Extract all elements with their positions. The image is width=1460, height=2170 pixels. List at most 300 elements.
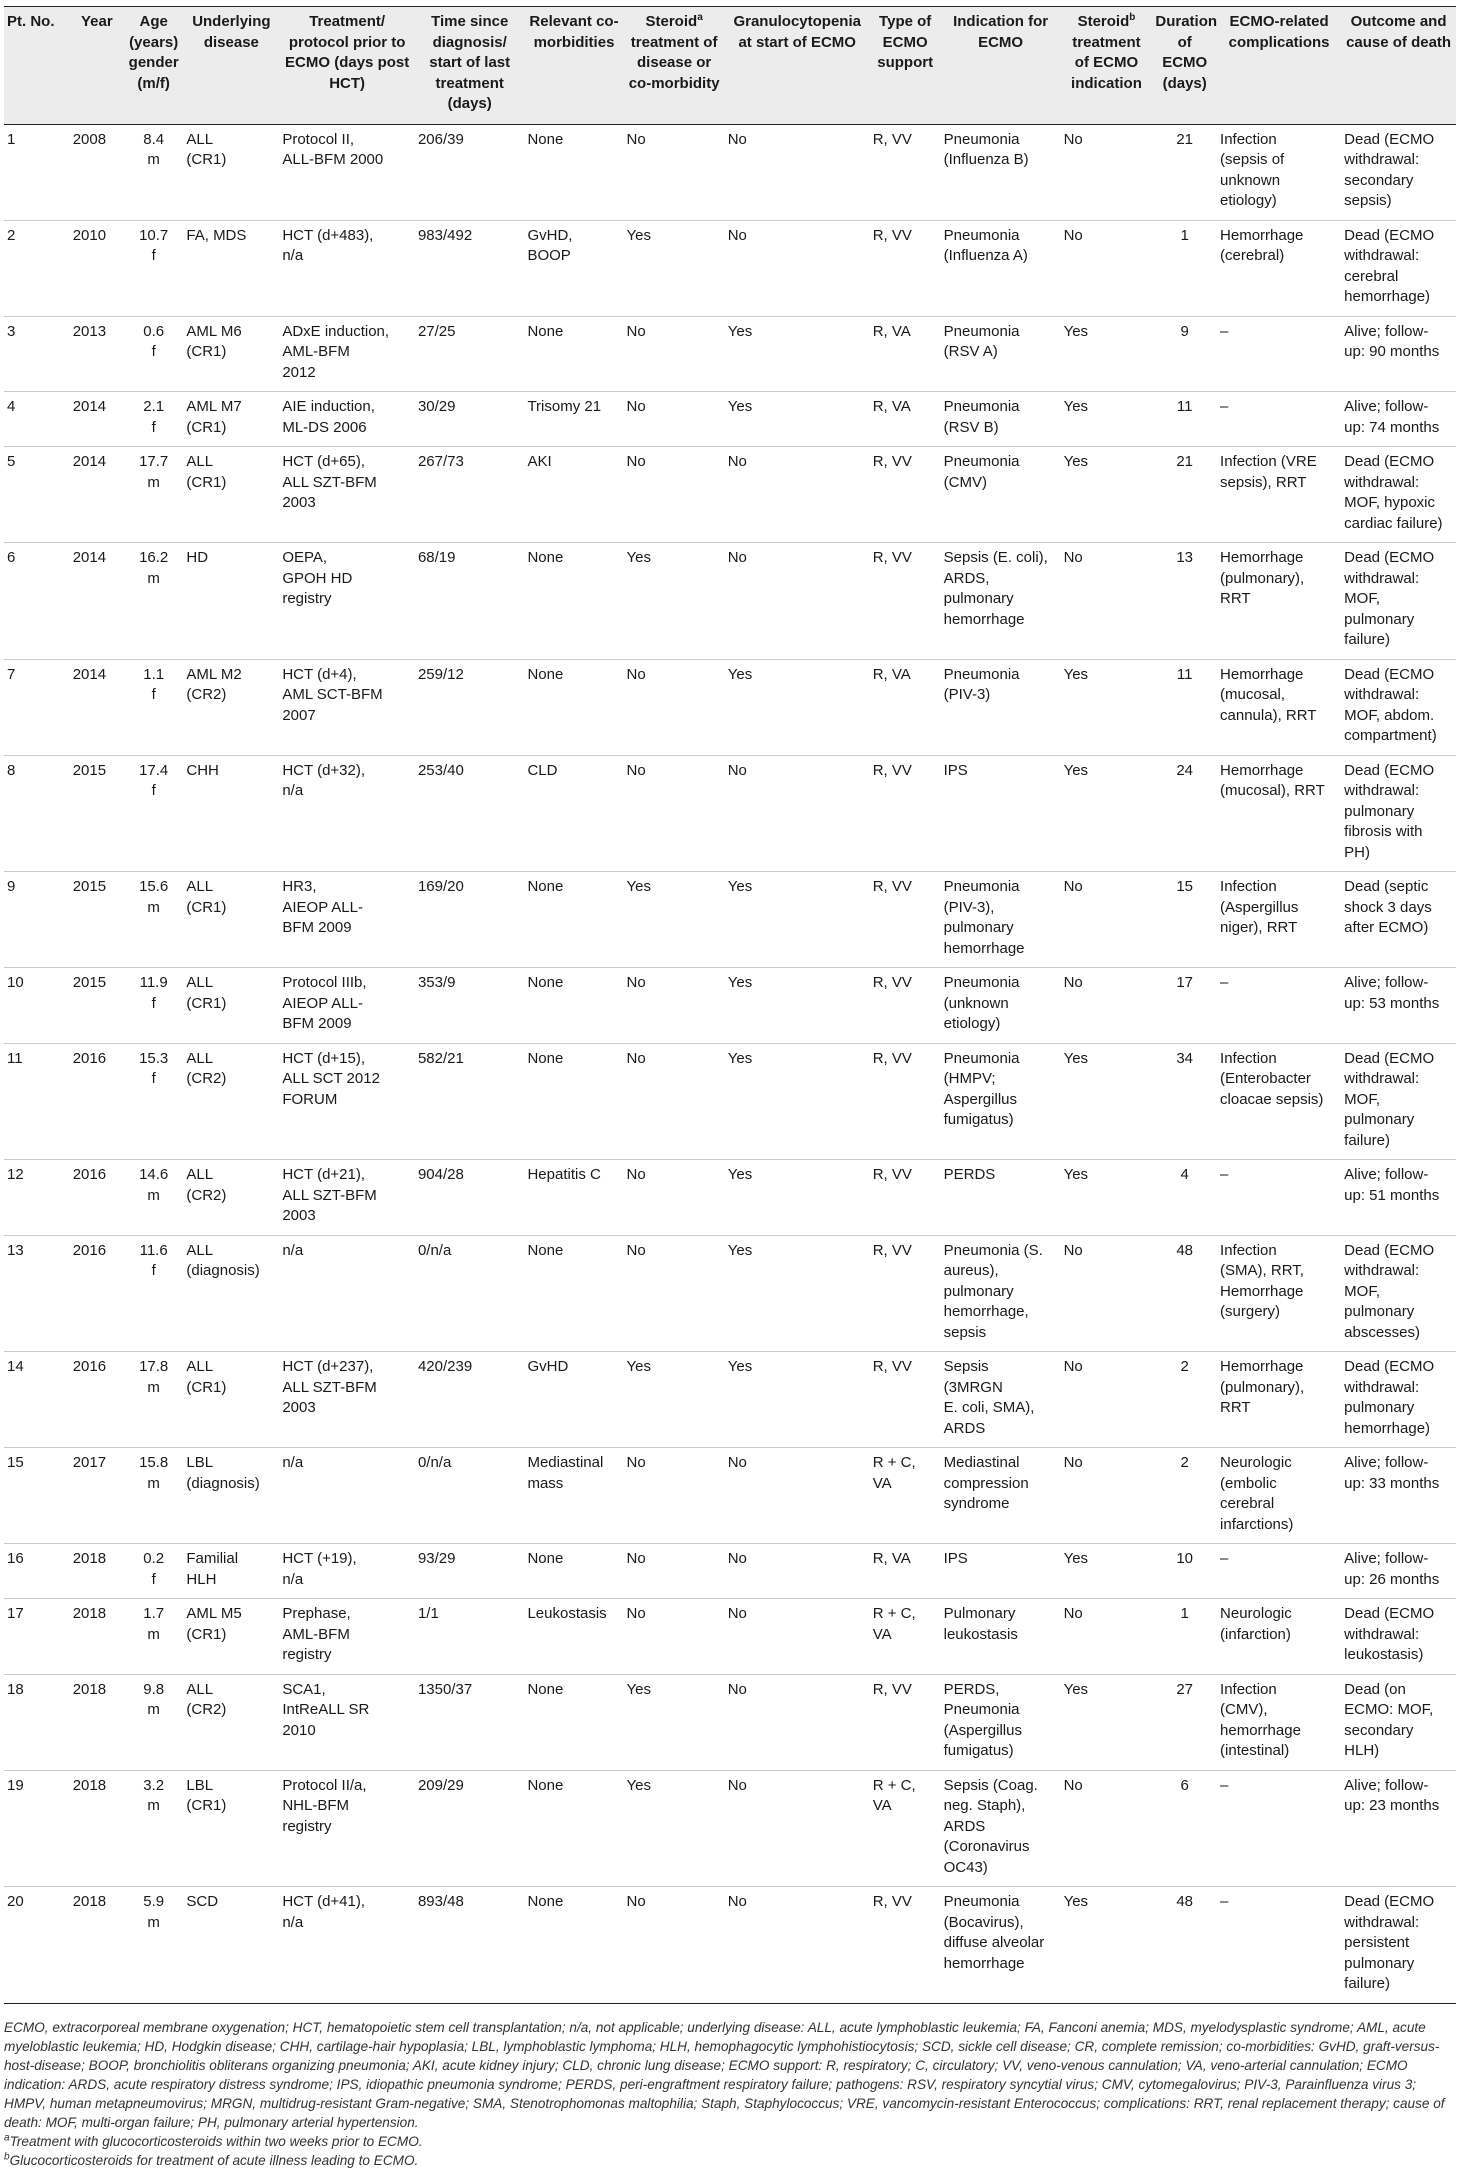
table-cell: 17.8 m	[139, 1358, 169, 1396]
table-cell: 13	[7, 1241, 24, 1259]
table-header	[4, 7, 1456, 125]
table-cell: Yes	[1063, 1893, 1089, 1910]
table-cell: 21	[1176, 453, 1194, 470]
table-row	[4, 968, 1456, 1044]
table-cell: Yes	[727, 398, 753, 415]
table-cell: HCT (d+4), AML SCT-BFM 2007	[282, 665, 383, 724]
table-cell: 17.4 f	[139, 761, 169, 799]
table-cell: No	[1063, 974, 1083, 991]
column-header: Treatment/ protocol prior to ECMO (days post HCT)	[279, 7, 415, 125]
table-cell: Infection (sepsis of unknown etiology)	[1220, 130, 1285, 209]
table-cell: 2016	[72, 1358, 107, 1375]
table-cell: Pneumonia (Influenza B)	[943, 130, 1029, 168]
table-cell: Familial HLH	[186, 1550, 239, 1588]
table-cell: 2	[1180, 1454, 1189, 1471]
table-cell: Prephase, AML-BFM registry	[282, 1605, 351, 1663]
table-cell: 9	[7, 878, 16, 895]
table-cell: LBL (CR1)	[186, 1776, 227, 1814]
table-row	[4, 1160, 1456, 1236]
column-header: Outcome and cause of death	[1341, 7, 1456, 125]
table-row	[4, 124, 1456, 220]
table-cell: Mediastinal mass	[527, 1454, 604, 1492]
table-cell: 2016	[72, 1166, 107, 1183]
footnote-a-mark: a	[4, 2131, 10, 2143]
column-header: Underlying disease	[183, 7, 279, 125]
table-cell: R, VV	[872, 878, 912, 895]
table-cell: Pneumonia (S. aureus), pulmonary hemorrhage, sepsis	[943, 1241, 1043, 1341]
table-cell: Yes	[1063, 398, 1089, 415]
table-cell: No	[727, 1454, 747, 1471]
table-cell: AML M7 (CR1)	[186, 398, 242, 436]
table-cell: No	[626, 1049, 646, 1067]
table-cell: 2	[1180, 1358, 1189, 1375]
table-cell: Yes	[727, 1166, 753, 1183]
table-cell: 11	[1176, 398, 1193, 415]
table-cell: AIE induction, ML-DS 2006	[282, 398, 375, 436]
table-cell: HCT (+19), n/a	[282, 1550, 357, 1588]
table-cell: No	[1063, 226, 1083, 244]
footnote-b	[4, 2151, 1456, 2170]
table-cell: Pneumonia (CMV)	[943, 453, 1020, 491]
table-cell: No	[626, 1166, 646, 1183]
table-row	[4, 447, 1456, 543]
table-cell: No	[626, 398, 646, 415]
table-cell: R, VV	[872, 1680, 912, 1698]
table-cell: 353/9	[417, 974, 456, 991]
table-cell: ALL (diagnosis)	[186, 1241, 260, 1279]
table-cell: No	[626, 1454, 646, 1471]
table-cell: 93/29	[417, 1550, 456, 1567]
table-cell: Protocol IIIb, AIEOP ALL- BFM 2009	[282, 974, 367, 1032]
table-cell: 4	[1180, 1166, 1189, 1183]
table-cell: Yes	[727, 665, 753, 683]
table-cell: No	[1063, 878, 1083, 895]
ecmo-patients-table	[4, 6, 1456, 2004]
table-row	[4, 1235, 1456, 1352]
table-cell: 2018	[72, 1605, 107, 1622]
table-cell: ALL (CR1)	[186, 453, 227, 491]
table-cell: None	[527, 1241, 564, 1259]
table-cell: 2015	[72, 974, 107, 991]
table-cell: None	[527, 665, 564, 683]
table-row	[4, 543, 1456, 660]
table-cell: 10	[1176, 1550, 1194, 1567]
table-cell: Dead (ECMO withdrawal: cerebral hemorrhage)	[1344, 226, 1435, 305]
table-cell: Dead (ECMO withdrawal: MOF, pulmonary failure)	[1344, 1049, 1435, 1149]
column-header: Relevant co-morbidities	[524, 7, 623, 125]
table-cell: Leukostasis	[527, 1605, 607, 1622]
table-cell: No	[727, 1605, 747, 1622]
table-cell: ALL (CR1)	[186, 1358, 227, 1396]
table-cell: R, VA	[872, 398, 911, 415]
table-row	[4, 755, 1456, 872]
table-cell: Pneumonia (RSV B)	[943, 398, 1020, 436]
table-cell: SCD	[186, 1893, 219, 1910]
table-cell: 6	[7, 549, 16, 566]
table-cell: Yes	[626, 1358, 652, 1375]
table-cell: None	[527, 878, 564, 895]
table-cell: 14.6 m	[139, 1166, 169, 1204]
table-cell: 5.9 m	[143, 1893, 165, 1931]
table-cell: Pneumonia (PIV-3)	[943, 665, 1020, 703]
table-cell: 10	[7, 974, 24, 991]
table-cell: R, VA	[872, 322, 911, 340]
table-cell: Hemorrhage (pulmonary), RRT	[1220, 549, 1305, 607]
table-cell: Alive; follow- up: 53 months	[1344, 974, 1440, 1012]
table-cell: No	[727, 1776, 747, 1794]
table-cell: ALL (CR1)	[186, 130, 227, 168]
table-cell: Pneumonia (RSV A)	[943, 322, 1020, 360]
table-cell: –	[1220, 974, 1229, 991]
table-cell: 209/29	[417, 1776, 464, 1794]
table-cell: None	[527, 549, 564, 566]
table-cell: 1.1 f	[143, 665, 165, 703]
table-row	[4, 392, 1456, 447]
table-cell: 27	[1176, 1680, 1194, 1698]
table-cell: Yes	[626, 1680, 652, 1698]
table-cell: 2018	[72, 1550, 107, 1567]
table-cell: R, VA	[872, 1550, 911, 1567]
table-cell: GvHD, BOOP	[527, 226, 573, 264]
table-cell: Dead (ECMO withdrawal: MOF, pulmonary failure)	[1344, 549, 1435, 648]
table-cell: 19	[7, 1776, 24, 1794]
table-cell: 169/20	[417, 878, 464, 895]
table-cell: 2016	[72, 1049, 107, 1067]
table-cell: No	[1063, 1358, 1083, 1375]
table-cell: Hemorrhage (cerebral)	[1220, 226, 1304, 264]
table-cell: PERDS	[943, 1166, 996, 1183]
column-header: Steroid$^b$ treatment of ECMO indication	[1061, 7, 1153, 125]
table-cell: 259/12	[417, 665, 464, 683]
table-cell: 3	[7, 322, 16, 340]
table-cell: Hepatitis C	[527, 1166, 601, 1183]
table-cell: Hemorrhage (pulmonary), RRT	[1220, 1358, 1305, 1416]
table-cell: Yes	[727, 1241, 753, 1259]
table-cell: Pneumonia (PIV-3), pulmonary hemorrhage	[943, 878, 1025, 957]
table-cell: 253/40	[417, 761, 464, 779]
table-cell: Dead (septic shock 3 days after ECMO)	[1344, 878, 1432, 936]
table-cell: Alive; follow- up: 90 months	[1344, 322, 1440, 360]
table-cell: PERDS, Pneumonia (Aspergillus fumigatus)	[943, 1680, 1022, 1759]
table-cell: Dead (ECMO withdrawal: leukostasis)	[1344, 1605, 1435, 1663]
table-cell: –	[1220, 398, 1229, 415]
table-cell: 2010	[72, 226, 107, 244]
table-cell: 8	[7, 761, 16, 779]
table-cell: IPS	[943, 1550, 968, 1567]
table-cell: R, VV	[872, 1358, 912, 1375]
table-cell: AKI	[527, 453, 552, 470]
table-cell: –	[1220, 1776, 1229, 1794]
table-cell: Trisomy 21	[527, 398, 602, 415]
table-cell: No	[1063, 1241, 1083, 1259]
table-cell: Yes	[1063, 1049, 1089, 1067]
table-cell: R, VV	[872, 761, 912, 779]
table-cell: n/a	[282, 1454, 304, 1471]
table-cell: No	[727, 130, 747, 148]
table-cell: Alive; follow- up: 74 months	[1344, 398, 1440, 436]
table-cell: Yes	[626, 878, 652, 895]
table-cell: No	[626, 974, 646, 991]
footnote-abbreviations: ECMO, extracorporeal membrane oxygenation; HCT, hematopoietic stem cell transplantation; n/a, not applicable; underlying disease: ALL, acute lymphoblastic leukemia; FA, Fanconi anemia; MDS, myelodysplastic syndrome; AML, acute myeloblastic leukemia; HD, Hodgkin disease; CHH, cartilage-hair hypoplasia; LBL, lymphoblastic lymphoma; HLH, hemophagocytic lymphohistiocytosis; SCD, sickle cell disease; CR, complete remission; co-morbidities: GvHD, graft-versus-host-disease; BOOP, bronchiolitis obliterans organizing pneumonia; AKI, acute kidney injury; CLD, chronic lung disease; ECMO support: R, respiratory; C, circulatory; VV, veno-venous cannulation; VA, veno-arterial cannulation; ECMO indication: ARDS, acute respiratory distress syndrome; IPS, idiopathic pneumonia syndrome; PERDS, peri-engraftment respiratory failure; pathogens: RSV, respiratory syncytial virus; CMV, cytomegalovirus; PIV-3, Parainfluenza virus 3; HMPV, human metapneumovirus; MRGN, multidrug-resistant Gram-negative; SMA, Stenotrophomonas maltophilia; Staph, Staphylococcus; VRE, vancomycin-resistant Enterococcus; complications: RRT, renal replacement therapy; cause of death: MOF, multi-organ failure; PH, pulmonary arterial hypertension.	[4, 2019, 1445, 2130]
table-cell: Yes	[727, 878, 753, 895]
table-cell: Mediastinal compression syndrome	[943, 1454, 1029, 1512]
table-cell: 582/21	[417, 1049, 464, 1067]
column-header: Type of ECMO support	[870, 7, 941, 125]
table-cell: Protocol II, ALL-BFM 2000	[282, 130, 384, 168]
table-cell: R, VV	[872, 130, 912, 148]
column-header: Granulocytopenia at start of ECMO	[725, 7, 870, 125]
table-cell: ALL (CR1)	[186, 974, 227, 1012]
table-cell: ALL (CR2)	[186, 1166, 227, 1204]
table-cell: Pneumonia (Bocavirus), diffuse alveolar hemorrhage	[943, 1893, 1045, 1972]
table-body	[4, 124, 1456, 2003]
table-cell: None	[527, 130, 564, 148]
table-cell: Yes	[1063, 1550, 1089, 1567]
table-cell: No	[727, 1550, 747, 1567]
table-cell: –	[1220, 1166, 1229, 1183]
table-cell: None	[527, 1776, 564, 1794]
table-cell: 34	[1176, 1049, 1194, 1067]
table-cell: HD	[186, 549, 209, 566]
table-cell: 2014	[72, 665, 107, 683]
table-cell: Dead (ECMO withdrawal: MOF, hypoxic cardiac failure)	[1344, 453, 1443, 532]
table-cell: 9	[1180, 322, 1189, 340]
table-cell: Dead (ECMO withdrawal: MOF, pulmonary abscesses)	[1344, 1241, 1435, 1341]
table-cell: 6	[1180, 1776, 1189, 1794]
table-cell: HCT (d+41), n/a	[282, 1893, 366, 1931]
table-cell: 2015	[72, 761, 107, 779]
table-cell: –	[1220, 1893, 1229, 1910]
table-cell: R, VV	[872, 974, 912, 991]
table-cell: 30/29	[417, 398, 456, 415]
table-cell: CHH	[186, 761, 219, 779]
table-cell: 17	[7, 1605, 24, 1622]
table-cell: 1	[7, 130, 16, 148]
table-cell: 8.4 m	[143, 130, 165, 168]
table-cell: 15.8 m	[139, 1454, 169, 1492]
table-cell: ALL (CR2)	[186, 1049, 227, 1087]
table-row	[4, 1352, 1456, 1448]
table-cell: Yes	[626, 549, 652, 566]
table-cell: 420/239	[417, 1358, 473, 1375]
table-cell: No	[1063, 1454, 1083, 1471]
table-cell: Alive; follow- up: 33 months	[1344, 1454, 1440, 1492]
table-row	[4, 1674, 1456, 1770]
column-header: Indication for ECMO	[941, 7, 1061, 125]
table-cell: 15.6 m	[139, 878, 169, 916]
table-cell: None	[527, 1680, 564, 1698]
table-cell: 2014	[72, 453, 107, 470]
table-cell: No	[1063, 1776, 1083, 1794]
table-cell: Sepsis (E. coli), ARDS, pulmonary hemorrhage	[943, 549, 1048, 628]
table-cell: HCT (d+32), n/a	[282, 761, 366, 799]
table-cell: 17.7 m	[139, 453, 169, 491]
table-cell: 15	[1176, 878, 1194, 895]
table-cell: n/a	[282, 1241, 304, 1259]
table-cell: 893/48	[417, 1893, 464, 1910]
table-cell: 17	[1176, 974, 1194, 991]
table-cell: Yes	[727, 974, 753, 991]
table-cell: Neurologic (embolic cerebral infarctions)	[1220, 1454, 1294, 1533]
table-cell: 0.2 f	[143, 1550, 165, 1588]
table-cell: Pneumonia (Influenza A)	[943, 226, 1028, 264]
table-cell: 48	[1176, 1241, 1194, 1259]
table-cell: Yes	[727, 1358, 753, 1375]
table-cell: Protocol II/a, NHL-BFM registry	[282, 1776, 367, 1835]
table-cell: Dead (on ECMO: MOF, secondary HLH)	[1344, 1680, 1434, 1759]
table-cell: LBL (diagnosis)	[186, 1454, 260, 1492]
footnote-a-text: Treatment with glucocorticosteroids within two weeks prior to ECMO.	[9, 2133, 423, 2149]
table-cell: –	[1220, 1550, 1229, 1567]
table-cell: 904/28	[417, 1166, 464, 1183]
table-cell: 1350/37	[417, 1680, 473, 1698]
table-cell: Dead (ECMO withdrawal: pulmonary hemorrhage)	[1344, 1358, 1435, 1437]
table-row	[4, 220, 1456, 316]
table-cell: 2013	[72, 322, 107, 340]
table-cell: HCT (d+15), ALL SCT 2012 FORUM	[282, 1049, 380, 1108]
table-cell: 20	[7, 1893, 24, 1910]
table-cell: 24	[1176, 761, 1194, 779]
table-cell: 48	[1176, 1893, 1194, 1910]
table-cell: Yes	[1063, 1166, 1089, 1183]
table-cell: CLD	[527, 761, 558, 779]
table-cell: Pulmonary leukostasis	[943, 1605, 1018, 1643]
table-cell: Neurologic (infarction)	[1220, 1605, 1292, 1643]
table-cell: None	[527, 322, 564, 340]
table-cell: 11	[7, 1049, 23, 1067]
table-cell: 1.7 m	[143, 1605, 165, 1643]
table-cell: 0/n/a	[417, 1241, 452, 1259]
table-cell: R, VA	[872, 665, 911, 683]
table-cell: HCT (d+237), ALL SZT-BFM 2003	[282, 1358, 377, 1416]
table-cell: 1	[1180, 1605, 1189, 1622]
table-cell: Yes	[727, 1049, 753, 1067]
table-cell: 15.3 f	[139, 1049, 169, 1087]
table-cell: Dead (ECMO withdrawal: pulmonary fibrosis with PH)	[1344, 761, 1435, 861]
table-cell: Hemorrhage (mucosal), RRT	[1220, 761, 1325, 799]
column-header: Pt. No.	[4, 7, 70, 125]
header-row	[4, 7, 1456, 125]
table-cell: R, VV	[872, 549, 912, 566]
table-cell: HR3, AIEOP ALL- BFM 2009	[282, 878, 363, 936]
table-cell: 4	[7, 398, 16, 415]
table-cell: AML M5 (CR1)	[186, 1605, 242, 1643]
table-cell: IPS	[943, 761, 968, 779]
table-cell: Yes	[1063, 761, 1089, 779]
table-footnotes	[4, 2018, 1456, 2170]
table-cell: Sepsis (Coag. neg. Staph), ARDS (Coronavirus OC43)	[943, 1776, 1038, 1876]
table-row	[4, 1887, 1456, 2004]
table-cell: 1/1	[417, 1605, 439, 1622]
table-cell: 1	[1180, 226, 1189, 244]
table-row	[4, 1448, 1456, 1544]
table-cell: No	[727, 226, 747, 244]
table-cell: 11.6 f	[139, 1241, 168, 1279]
table-cell: 5	[7, 453, 16, 470]
table-cell: HCT (d+483), n/a	[282, 226, 374, 264]
table-cell: No	[626, 665, 646, 683]
table-cell: 21	[1176, 130, 1194, 148]
table-cell: No	[1063, 549, 1083, 566]
table-cell: 2014	[72, 398, 107, 415]
table-cell: 2017	[72, 1454, 107, 1471]
column-header: Year	[70, 7, 124, 125]
table-cell: No	[727, 1680, 747, 1698]
table-cell: No	[626, 322, 646, 340]
table-cell: Pneumonia (HMPV; Aspergillus fumigatus)	[943, 1049, 1020, 1128]
table-cell: R, VV	[872, 1241, 912, 1259]
table-cell: No	[1063, 1605, 1083, 1622]
table-cell: Dead (ECMO withdrawal: secondary sepsis)	[1344, 130, 1435, 209]
table-cell: 9.8 m	[143, 1680, 165, 1718]
table-cell: R, VV	[872, 1893, 912, 1910]
table-cell: 2016	[72, 1241, 107, 1259]
table-cell: Yes	[1063, 1680, 1089, 1698]
table-cell: Yes	[1063, 322, 1089, 340]
footnote-b-text: Glucocorticosteroids for treatment of acute illness leading to ECMO.	[9, 2152, 419, 2168]
table-cell: 68/19	[417, 549, 456, 566]
table-cell: No	[727, 761, 747, 779]
table-cell: 2018	[72, 1680, 107, 1698]
table-cell: Alive; follow- up: 51 months	[1344, 1166, 1440, 1204]
table-cell: HCT (d+21), ALL SZT-BFM 2003	[282, 1166, 377, 1224]
table-cell: HCT (d+65), ALL SZT-BFM 2003	[282, 453, 377, 511]
table-cell: Yes	[1063, 665, 1089, 683]
table-cell: None	[527, 974, 564, 991]
table-cell: Infection (CMV), hemorrhage (intestinal)	[1220, 1680, 1301, 1759]
table-cell: Yes	[1063, 453, 1089, 470]
table-cell: No	[626, 130, 646, 148]
table-cell: AML M2 (CR2)	[186, 665, 242, 703]
table-row	[4, 1544, 1456, 1599]
table-cell: R, VV	[872, 226, 912, 244]
table-cell: No	[626, 453, 646, 470]
table-cell: No	[727, 1893, 747, 1910]
column-header: Steroid$^a$ treatment of disease or co-morbidity	[624, 7, 725, 125]
table-cell: ADxE induction, AML-BFM 2012	[282, 322, 390, 381]
table-cell: OEPA, GPOH HD registry	[282, 549, 353, 607]
table-cell: 18	[7, 1680, 24, 1698]
table-row	[4, 316, 1456, 392]
table-cell: 2015	[72, 878, 107, 895]
table-cell: 2018	[72, 1776, 107, 1794]
table-cell: 3.2 m	[143, 1776, 165, 1814]
table-cell: Yes	[626, 226, 652, 244]
table-cell: 16	[7, 1550, 24, 1567]
table-cell: None	[527, 1550, 564, 1567]
table-cell: 2	[7, 226, 16, 244]
table-cell: 10.7 f	[139, 226, 169, 264]
table-cell: 11	[1176, 665, 1193, 683]
table-cell: R + C, VA	[872, 1605, 916, 1643]
table-cell: Infection (Enterobacter cloacae sepsis)	[1220, 1049, 1324, 1108]
column-header: Duration of ECMO (days)	[1152, 7, 1217, 125]
table-cell: 14	[7, 1358, 24, 1375]
table-row	[4, 1599, 1456, 1675]
table-cell: SCA1, IntReALL SR 2010	[282, 1680, 370, 1739]
table-row	[4, 1043, 1456, 1160]
table-cell: 2018	[72, 1893, 107, 1910]
table-cell: 2008	[72, 130, 107, 148]
table-cell: None	[527, 1893, 564, 1910]
table-cell: 7	[7, 665, 16, 683]
table-cell: Infection (SMA), RRT, Hemorrhage (surgery)	[1220, 1241, 1304, 1320]
table-cell: R, VV	[872, 453, 912, 470]
table-cell: ALL (CR2)	[186, 1680, 227, 1718]
table-cell: 206/39	[417, 130, 464, 148]
table-cell: R, VV	[872, 1049, 912, 1067]
table-cell: R + C, VA	[872, 1454, 916, 1492]
